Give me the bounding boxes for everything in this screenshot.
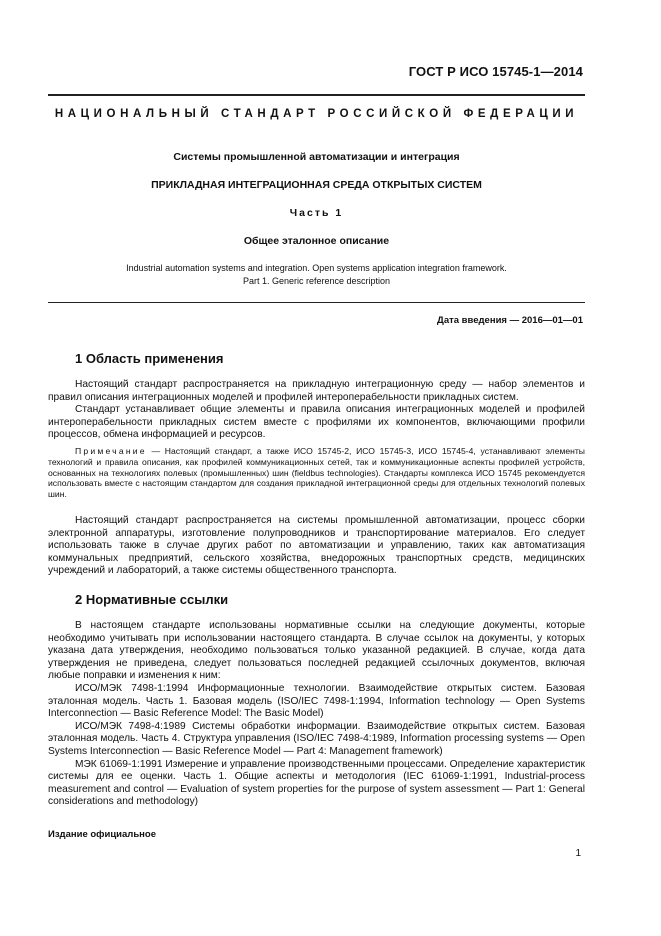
title-rule (48, 302, 585, 303)
page-number: 1 (575, 848, 581, 859)
standard-number: ГОСТ Р ИСО 15745-1—2014 (408, 64, 583, 79)
section-1-para-2: Стандарт устанавливает общие элементы и правила описания интеграционных моделей и профилей интероперабельности прикладных систем вместе с профилями их компонентов, включающими профили процессов, обмена информацией и ресурсов. (48, 404, 585, 441)
english-title-line1: Industrial automation systems and integration. Open systems application integration framework. (126, 263, 507, 273)
national-standard-banner: НАЦИОНАЛЬНЫЙ СТАНДАРТ РОССИЙСКОЙ ФЕДЕРАЦИИ (54, 108, 579, 120)
section-1-body-continued (48, 515, 585, 578)
edition-label: Издание официальное (48, 829, 156, 840)
reference-1: ИСО/МЭК 7498-1:1994 Информационные технологии. Взаимодействие открытых систем. Базовая эталонная модель. Часть 1. Базовая модель (ISO/IEC 7498-1:1994, Information technology — Open Systems Interconnection — Basic Reference Model: The Basic Model) (48, 682, 585, 720)
section-2-body (48, 620, 585, 809)
section-1-body (48, 379, 585, 500)
part-title: Часть 1 (289, 207, 344, 219)
header-rule (48, 94, 585, 96)
series-title: Системы промышленной автоматизации и интеграция (173, 151, 460, 163)
section-1-para-3: Настоящий стандарт распространяется на системы промышленной автоматизации, процесс сборки электронной аппаратуры, изготовление полупроводников и транспортирование материалов. Его следует использовать также в случае других работ по автоматизации и управлению, таких как автоматизация коммунальных предприятий, сельского хозяйства, внедорожных транспортных средств, медицинских учреждений и лабораторий, а также системы общественного транспорта. (48, 515, 585, 577)
reference-2: ИСО/МЭК 7498-4:1989 Системы обработки информации. Взаимодействие открытых систем. Базовая эталонная модель. Часть 4. Структура управления (ISO/IEC 7498-4:1989, Information processing systems — Open Systems Interconnection — Basic Reference Model — Part 4: Management framework) (48, 720, 585, 757)
note-label: Примечание (75, 445, 147, 456)
subtitle: Общее эталонное описание (243, 235, 390, 247)
section-2-heading: 2 Нормативные ссылки (75, 592, 229, 607)
section-2-para-1: В настоящем стандарте использованы нормативные ссылки на следующие документы, которые необходимо учитывать при использовании настоящего стандарта. В случае ссылок на документы, у которых указана дата утверждения, необходимо пользоваться только указанной редакцией. В случае, когда дата утверждения не приведена, следует пользоваться последней редакцией ссылочных документов, включая любые поправки и изменения к ним: (48, 620, 585, 682)
introduction-date: Дата введения — 2016—01—01 (437, 315, 583, 326)
section-1-heading: 1 Область применения (75, 351, 224, 366)
main-title: ПРИКЛАДНАЯ ИНТЕГРАЦИОННАЯ СРЕДА ОТКРЫТЫХ СИСТЕМ (151, 179, 482, 191)
section-1-note (48, 446, 585, 500)
reference-3: МЭК 61069-1:1991 Измерение и управление производственными процессами. Определение характеристик системы для ее оценки. Часть 1. Общие аспекты и методология (IEC 61069-1:1991, Industrial-process measurement and control — Evaluation of system properties for the purpose of system assessment — Part 1: General considerations and methodology) (48, 758, 585, 808)
section-1-para-1: Настоящий стандарт распространяется на прикладную интеграционную среду — набор элементов и правил описания интеграционных моделей и профилей интероперабельности прикладных систем. (48, 379, 585, 403)
note-text: — Настоящий стандарт, а также ИСО 15745-2, ИСО 15745-3, ИСО 15745-4, устанавливают элементы технологий и правила описания, как профилей коммуникационных сетей, так и коммуникационные аспекты профилей устройств, основанных на технологиях полевых (промышленных) шин (fieldbus technologies). Стандарты комплекса ИСО 15745 рекомендуется использовать вместе с настоящим стандартом для создания прикладной интеграционной среды для отдельных технологий полевых шин. (48, 445, 585, 500)
english-title-line2: Part 1. Generic reference description (242, 276, 391, 286)
